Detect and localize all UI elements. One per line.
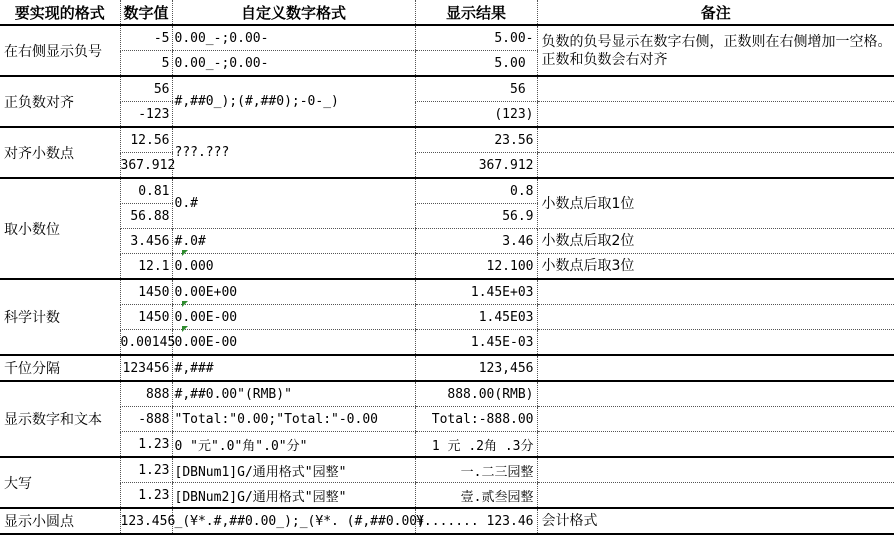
col-header-category[interactable]: 要实现的格式 — [0, 0, 120, 25]
cell-note[interactable] — [537, 76, 894, 102]
cell-note[interactable]: 小数点后取3位 — [537, 254, 894, 280]
table-row — [0, 254, 894, 280]
cell-note[interactable] — [537, 127, 894, 153]
cell-display-result[interactable]: 1 元 .2角 .3分 — [415, 432, 537, 458]
cell-note[interactable]: 负数的负号显示在数字右侧，正数则在右侧增加一空格。正数和负数会右对齐 — [537, 25, 894, 76]
cell-number-value[interactable]: 3.456 — [120, 229, 172, 254]
cell-number-value[interactable]: 123456 — [120, 355, 172, 381]
cell-note[interactable] — [537, 432, 894, 458]
col-header-value[interactable]: 数字值 — [120, 0, 172, 25]
cell-number-value[interactable]: 0.00145 — [120, 330, 172, 356]
error-indicator-icon — [182, 326, 188, 332]
cell-section-label[interactable]: 在右侧显示负号 — [0, 25, 120, 76]
cell-custom-format-text: 0.00E-00 — [174, 334, 238, 350]
cell-display-result[interactable]: 壹.贰叁园整 — [415, 483, 537, 509]
cell-note[interactable]: 会计格式 — [537, 508, 894, 534]
cell-display-result[interactable]: (123) — [415, 102, 537, 128]
table-row — [0, 25, 894, 51]
cell-custom-format[interactable]: #,##0.00"(RMB)" — [172, 381, 415, 407]
cell-section-label[interactable]: 千位分隔 — [0, 355, 120, 381]
cell-display-result[interactable]: 123,456 — [415, 355, 537, 381]
cell-display-result[interactable]: 一.二三园整 — [415, 457, 537, 483]
table-row — [0, 508, 894, 534]
cell-display-result[interactable]: Total:-888.00 — [415, 407, 537, 432]
cell-note[interactable] — [537, 279, 894, 305]
cell-number-value[interactable]: 12.56 — [120, 127, 172, 153]
table-row — [0, 305, 894, 330]
cell-number-value[interactable]: 1.23 — [120, 457, 172, 483]
cell-note[interactable] — [537, 457, 894, 483]
cell-section-label[interactable]: 对齐小数点 — [0, 127, 120, 178]
cell-section-label[interactable]: 取小数位 — [0, 178, 120, 279]
cell-custom-format[interactable]: [DBNum2]G/通用格式"园整" — [172, 483, 415, 509]
cell-custom-format[interactable]: 0.00_-;0.00- — [172, 51, 415, 77]
cell-note[interactable] — [537, 381, 894, 407]
cell-display-result[interactable]: 23.56 — [415, 127, 537, 153]
col-header-note[interactable]: 备注 — [537, 0, 894, 25]
table-row — [0, 102, 894, 128]
cell-note[interactable] — [537, 102, 894, 128]
cell-display-result[interactable]: 367.912 — [415, 153, 537, 179]
cell-number-value[interactable]: 0.81 — [120, 178, 172, 204]
cell-note[interactable] — [537, 305, 894, 330]
col-header-result[interactable]: 显示结果 — [415, 0, 537, 25]
cell-number-value[interactable]: 1450 — [120, 305, 172, 330]
cell-section-label[interactable]: 大写 — [0, 457, 120, 508]
cell-note[interactable] — [537, 330, 894, 356]
table-row — [0, 432, 894, 458]
table-row — [0, 457, 894, 483]
cell-custom-format[interactable] — [172, 305, 415, 330]
cell-number-value[interactable]: 1.23 — [120, 483, 172, 509]
cell-number-value[interactable]: -888 — [120, 407, 172, 432]
cell-number-value[interactable]: -123 — [120, 102, 172, 128]
cell-number-value[interactable]: 56 — [120, 76, 172, 102]
table-row — [0, 153, 894, 179]
cell-display-result[interactable]: 3.46 — [415, 229, 537, 254]
error-indicator-icon — [182, 301, 188, 307]
cell-note[interactable] — [537, 407, 894, 432]
cell-display-result[interactable]: 5.00- — [415, 25, 537, 51]
cell-display-result[interactable]: 12.100 — [415, 254, 537, 280]
table-row — [0, 407, 894, 432]
cell-number-value[interactable]: 5 — [120, 51, 172, 77]
cell-display-result[interactable]: 5.00 — [415, 51, 537, 77]
cell-number-value[interactable]: 56.88 — [120, 204, 172, 229]
cell-custom-format[interactable]: #,### — [172, 355, 415, 381]
table-row — [0, 76, 894, 102]
cell-custom-format[interactable]: ???.??? — [172, 127, 415, 178]
table-row — [0, 279, 894, 305]
header-row — [0, 0, 894, 25]
cell-number-value[interactable]: 1.23 — [120, 432, 172, 458]
cell-custom-format[interactable]: _(¥*.#,##0.00_);_(¥*. (#,##0.00) — [172, 508, 415, 534]
cell-section-label[interactable]: 显示小圆点 — [0, 508, 120, 534]
cell-display-result[interactable]: 1.45E03 — [415, 305, 537, 330]
cell-section-label[interactable]: 显示数字和文本 — [0, 381, 120, 457]
cell-custom-format[interactable]: #,##0_);(#,##0);-0-_) — [172, 76, 415, 127]
cell-custom-format-text: 0.00E-00 — [174, 309, 238, 325]
cell-display-result[interactable]: 56 — [415, 76, 537, 102]
cell-custom-format[interactable]: #.0# — [172, 229, 415, 254]
cell-display-result[interactable]: 888.00(RMB) — [415, 381, 537, 407]
cell-section-label[interactable]: 正负数对齐 — [0, 76, 120, 127]
table-row — [0, 330, 894, 356]
cell-note[interactable] — [537, 355, 894, 381]
cell-custom-format[interactable]: 0 "元".0"角".0"分" — [172, 432, 415, 458]
cell-display-result[interactable]: 1.45E-03 — [415, 330, 537, 356]
table-row — [0, 178, 894, 204]
cell-section-label[interactable]: 科学计数 — [0, 279, 120, 355]
cell-custom-format[interactable]: [DBNum1]G/通用格式"园整" — [172, 457, 415, 483]
cell-number-value[interactable]: 888 — [120, 381, 172, 407]
cell-custom-format[interactable]: 0.00_-;0.00- — [172, 25, 415, 51]
cell-note[interactable]: 小数点后取2位 — [537, 229, 894, 254]
cell-note[interactable] — [537, 153, 894, 179]
table-row — [0, 381, 894, 407]
cell-display-result[interactable]: ¥....... 123.46 — [415, 508, 537, 534]
table-row — [0, 355, 894, 381]
cell-number-value[interactable]: 1450 — [120, 279, 172, 305]
cell-display-result[interactable]: 1.45E+03 — [415, 279, 537, 305]
cell-number-value[interactable]: 367.912 — [120, 153, 172, 179]
cell-custom-format[interactable] — [172, 254, 415, 280]
cell-number-value[interactable]: 12.1 — [120, 254, 172, 280]
table-row — [0, 483, 894, 509]
cell-display-result[interactable]: 0.8 — [415, 178, 537, 204]
table-row — [0, 127, 894, 153]
cell-note[interactable] — [537, 483, 894, 509]
cell-note[interactable]: 小数点后取1位 — [537, 178, 894, 229]
col-header-format[interactable]: 自定义数字格式 — [172, 0, 415, 25]
cell-number-value[interactable]: 123.456 — [120, 508, 172, 534]
cell-custom-format-text: 0.000 — [174, 258, 214, 274]
cell-custom-format[interactable]: 0.# — [172, 178, 415, 229]
cell-custom-format[interactable] — [172, 330, 415, 356]
cell-custom-format[interactable]: "Total:"0.00;"Total:"-0.00 — [172, 407, 415, 432]
error-indicator-icon — [182, 250, 188, 256]
cell-display-result[interactable]: 56.9 — [415, 204, 537, 229]
cell-number-value[interactable]: -5 — [120, 25, 172, 51]
cell-custom-format[interactable]: 0.00E+00 — [172, 279, 415, 305]
table-row — [0, 229, 894, 254]
